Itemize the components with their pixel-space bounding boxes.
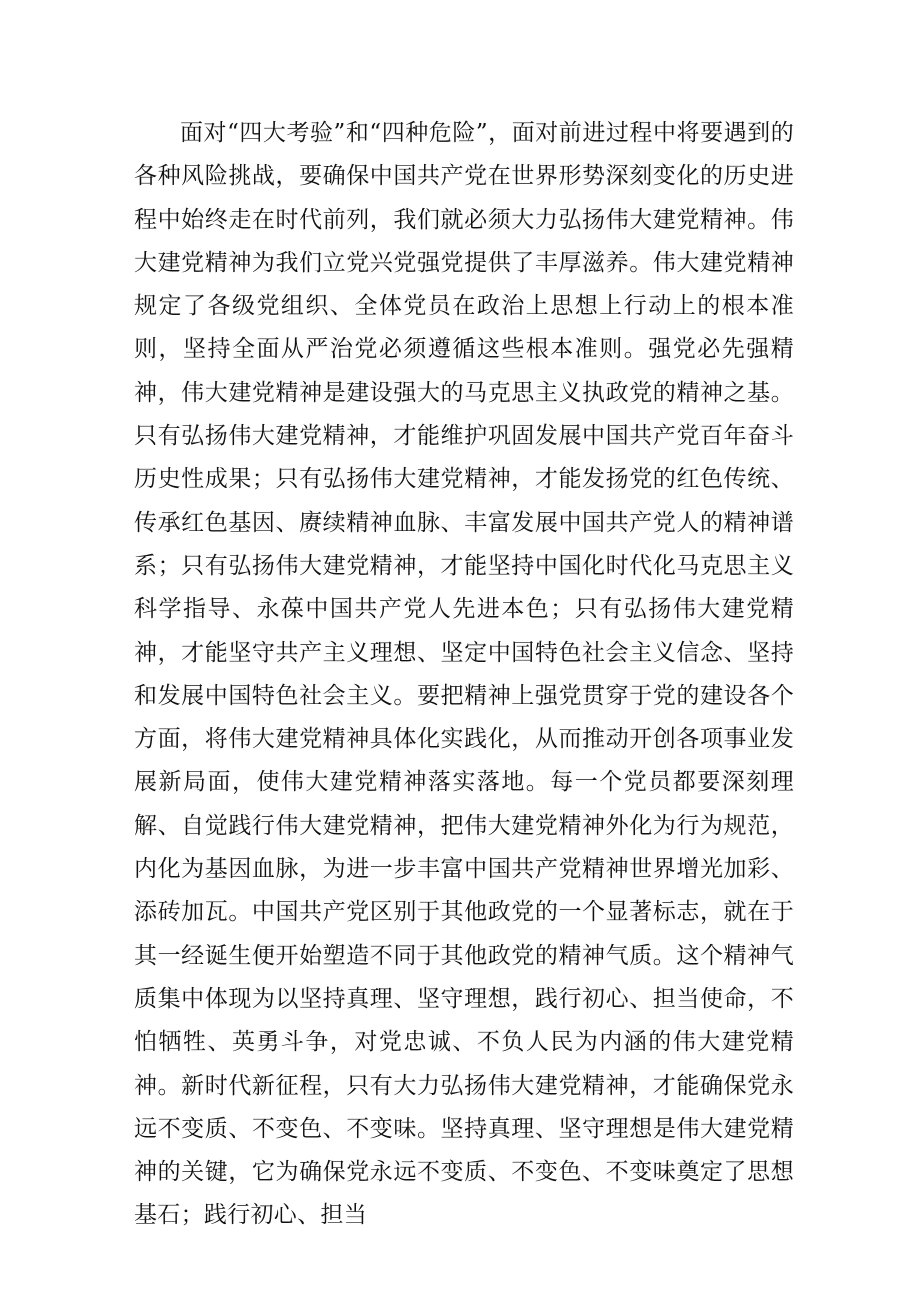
body-paragraph: 面对“四大考验”和“四种危险”，面对前进过程中将要遇到的各种风险挑战，要确保中国共产党在世界形势深刻变化的历史进程中始终走在时代前列，我们就必须大力弘扬伟大建党精神。伟大建党精神为我们立党兴党强党提供了丰厚滋养。伟大建党精神规定了各级党组织、全体党员在政治上思想上行动上的根本准则，坚持全面从严治党必须遵循这些根本准则。强党必先强精神，伟大建党精神是建设强大的马克思主义执政党的精神之基。只有弘扬伟大建党精神，才能维护巩固发展中国共产党百年奋斗历史性成果；只有弘扬伟大建党精神，才能发扬党的红色传统、传承红色基因、赓续精神血脉、丰富发展中国共产党人的精神谱系；只有弘扬伟大建党精神，才能坚持中国化时代化马克思主义科学指导、永葆中国共产党人先进本色；只有弘扬伟大建党精神，才能坚守共产主义理想、坚定中国特色社会主义信念、坚持和发展中国特色社会主义。要把精神上强党贯穿于党的建设各个方面，将伟大建党精神具体化实践化，从而推动开创各项事业发展新局面，使伟大建党精神落实落地。每一个党员都要深刻理解、自觉践行伟大建党精神，把伟大建党精神外化为行为规范，内化为基因血脉，为进一步丰富中国共产党精神世界增光加彩、添砖加瓦。中国共产党区别于其他政党的一个显著标志，就在于其一经诞生便开始塑造不同于其他政党的精神气质。这个精神气质集中体现为以坚持真理、坚守理想，践行初心、担当使命，不怕牺牲、英勇斗争，对党忠诚、不负人民为内涵的伟大建党精神。新时代新征程，只有大力弘扬伟大建党精神，才能确保党永远不变质、不变色、不变味。坚持真理、坚守理想是伟大建党精神的关键，它为确保党永远不变质、不变色、不变味奠定了思想基石；践行初心、担当	[134, 120, 794, 1229]
